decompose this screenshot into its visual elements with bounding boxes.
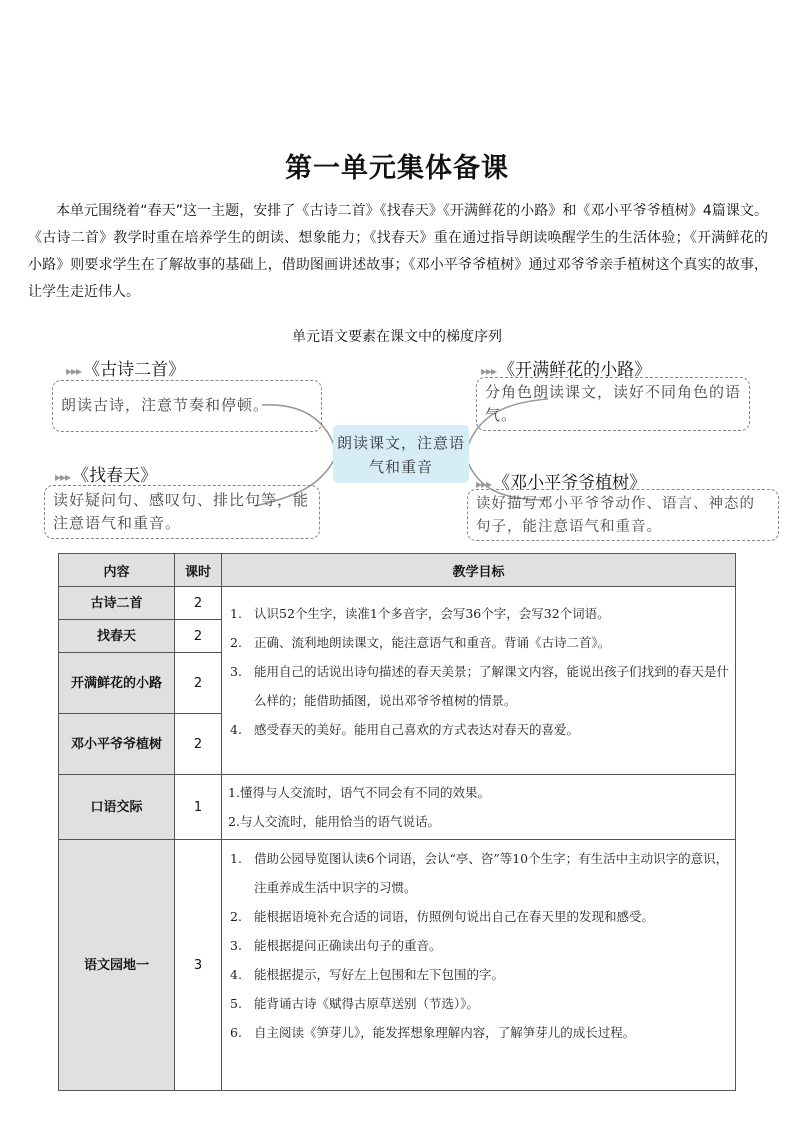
lesson-goals — [222, 587, 736, 775]
lesson-name: 古诗二首 — [59, 587, 175, 620]
goal-item: 6. 自主阅读《笋芽儿》，能发挥想象理解内容，了解笋芽儿的成长过程。 — [230, 1025, 636, 1040]
goal-item: 4. 能根据提示，写好左上包围和左下包围的字。 — [230, 967, 505, 982]
chinese-garden-name: 语文园地一 — [59, 840, 175, 1091]
node-box-zhaochuntian: 读好疑问句、感叹句、排比句等，能注意语气和重音。 — [44, 485, 320, 539]
goal-item: 2. 能根据语境补充合适的词语，仿照例句说出自己在春天里的发现和感受。 — [230, 909, 655, 924]
goal-item: 1. 懂得与人交流时，语气不同会有不同的效果。 — [228, 785, 490, 800]
goal-item: 1. 借助公园导览图认读6个词语，会认“亭、咨”等10个生字；有生活中主动识字的意识，注重养成生活中识字的习惯。 — [230, 851, 729, 895]
mindmap-center-node: 朗读课文，注意语气和重音 — [333, 425, 469, 483]
lesson-plan-table — [58, 553, 736, 1091]
header-hours: 课时 — [175, 554, 222, 587]
oral-communication-name: 口语交际 — [59, 775, 175, 840]
table-header-row — [59, 554, 736, 587]
goal-item: 2. 正确、流利地朗读课文，能注意语气和重音。背诵《古诗二首》。 — [230, 635, 611, 650]
chinese-garden-goals — [222, 840, 736, 1091]
arrow-icon: ▸▸▸ — [66, 364, 82, 378]
lesson-hours: 2 — [175, 714, 222, 775]
lesson-hours: 2 — [175, 620, 222, 653]
node-title-zhishu: ▸▸▸ 《邓小平爷爷植树》 — [476, 473, 647, 493]
unit-intro: 本单元围绕着“春天”这一主题，安排了《古诗二首》《找春天》《开满鲜花的小路》和《邓小平爷爷植树》4篇课文。《古诗二首》教学时重在培养学生的朗读、想象能力；《找春天》重在通过指导朗读唤醒学生的生活体验；《开满鲜花的小路》则要求学生在了解故事的基础上，借助图画讲述故事；《邓小平爷爷植树》通过邓爷爷亲手植树这个真实的故事，让学生走近伟人。 — [28, 203, 768, 300]
node-title-zhaochuntian: ▸▸▸ 《找春天》 — [55, 466, 158, 486]
node-box-gushi: 朗读古诗，注意节奏和停顿。 — [52, 380, 322, 432]
node-title-xiaolu: ▸▸▸ 《开满鲜花的小路》 — [481, 360, 652, 380]
arrow-icon: ▸▸▸ — [476, 477, 492, 491]
oral-communication-hours: 1 — [175, 775, 222, 840]
arrow-icon: ▸▸▸ — [481, 364, 497, 378]
oral-communication-goals — [222, 775, 736, 840]
node-title-gushi: ▸▸▸ 《古诗二首》 — [66, 360, 186, 380]
header-content: 内容 — [59, 554, 175, 587]
goal-item: 2. 与人交流时，能用恰当的语气说话。 — [228, 814, 440, 829]
table-row — [59, 587, 736, 620]
mindmap — [0, 348, 794, 548]
goal-item: 5. 能背诵古诗《赋得古原草送别（节选）》。 — [230, 996, 480, 1011]
node-box-zhishu: 读好描写邓小平爷爷动作、语言、神态的句子，能注意语气和重音。 — [467, 489, 779, 541]
table-row — [59, 775, 736, 840]
lesson-hours: 2 — [175, 653, 222, 714]
goal-item: 3. 能根据提问正确读出句子的重音。 — [230, 938, 442, 953]
goal-item: 3. 能用自己的话说出诗句描述的春天美景；了解课文内容，能说出孩子们找到的春天是什么样的；能借助插图，说出邓爷爷植树的情景。 — [230, 664, 730, 708]
table-row — [59, 840, 736, 1091]
lesson-name: 找春天 — [59, 620, 175, 653]
arrow-icon: ▸▸▸ — [55, 470, 71, 484]
lesson-hours: 2 — [175, 587, 222, 620]
chinese-garden-hours: 3 — [175, 840, 222, 1091]
lesson-name: 开满鲜花的小路 — [59, 653, 175, 714]
goal-item: 1. 认识52个生字，读准1个多音字，会写36个字，会写32个词语。 — [230, 606, 610, 621]
node-box-xiaolu: 分角色朗读课文，读好不同角色的语气。 — [476, 377, 750, 431]
goal-item: 4. 感受春天的美好。能用自己喜欢的方式表达对春天的喜爱。 — [230, 722, 580, 737]
page-title: 第一单元集体备课 — [285, 153, 509, 184]
lesson-name: 邓小平爷爷植树 — [59, 714, 175, 775]
header-goals: 教学目标 — [222, 554, 736, 587]
mindmap-subtitle: 单元语文要素在课文中的梯度序列 — [292, 329, 502, 345]
